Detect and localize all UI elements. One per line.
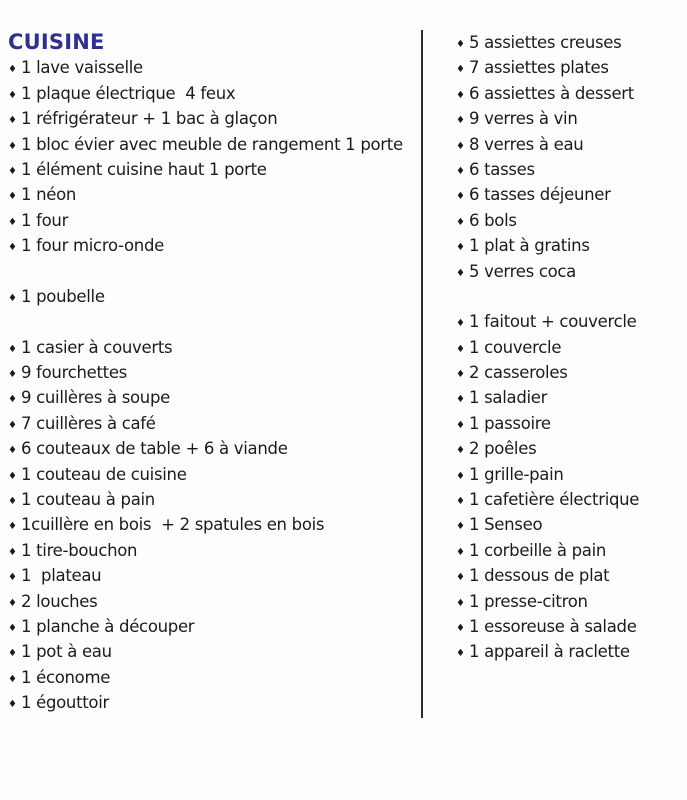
list-item [456,589,687,614]
list-item [456,385,687,410]
list-item [456,563,687,588]
diamond-bullet-icon: ♦ [456,572,465,584]
diamond-bullet-icon: ♦ [456,242,465,254]
list-item [8,208,421,233]
list-item-label: 6 couteaux de table + 6 à viande [20,439,288,459]
list-item [456,132,687,157]
diamond-bullet-icon: ♦ [456,546,465,558]
diamond-bullet-icon: ♦ [8,242,17,254]
diamond-bullet-icon: ♦ [456,115,465,127]
diamond-bullet-icon: ♦ [456,39,465,50]
diamond-bullet-icon: ♦ [456,394,465,406]
list-item [456,639,687,664]
list-item-label: 1 essoreuse à salade [468,616,637,636]
list-item [8,284,421,309]
diamond-bullet-icon: ♦ [8,140,17,152]
item-group [8,284,421,309]
list-item [8,132,421,157]
right-column-list [456,30,687,665]
list-item [8,106,421,131]
list-item [456,182,687,207]
diamond-bullet-icon: ♦ [8,572,17,584]
diamond-bullet-icon: ♦ [456,165,465,177]
diamond-bullet-icon: ♦ [8,115,17,127]
diamond-bullet-icon: ♦ [8,496,17,508]
diamond-bullet-icon: ♦ [456,445,465,457]
diamond-bullet-icon: ♦ [8,394,17,406]
list-item-label: 7 assiettes plates [468,58,609,78]
list-item [456,30,687,55]
list-item-label: 1 cafetière électrique [468,490,640,510]
list-item-label: 1 bloc évier avec meuble de rangement 1 porte [20,134,403,154]
list-item-label: 9 verres à vin [468,109,578,129]
diamond-bullet-icon: ♦ [8,419,17,431]
diamond-bullet-icon: ♦ [456,64,465,76]
list-item [456,55,687,80]
list-item-label: 1 pot à eau [20,642,112,662]
list-item-label: 1 grille-pain [468,464,564,484]
list-item-label: 1 planche à découper [20,616,195,636]
list-item-label: 1 égouttoir [20,693,109,713]
list-item-label: 1 plateau [20,566,102,586]
diamond-bullet-icon: ♦ [456,343,465,355]
diamond-bullet-icon: ♦ [8,216,17,228]
list-item [456,208,687,233]
list-item [456,259,687,284]
list-item [8,157,421,182]
diamond-bullet-icon: ♦ [456,191,465,203]
list-item-label: 9 fourchettes [20,363,127,383]
diamond-bullet-icon: ♦ [8,89,17,101]
list-item-label: 1 four micro-onde [20,236,164,256]
list-item [8,385,421,410]
diamond-bullet-icon: ♦ [8,470,17,482]
list-item-label: 9 cuillères à soupe [20,388,170,408]
diamond-bullet-icon: ♦ [8,673,17,685]
diamond-bullet-icon: ♦ [8,369,17,381]
diamond-bullet-icon: ♦ [456,470,465,482]
list-item-label: 8 verres à eau [468,134,584,154]
diamond-bullet-icon: ♦ [8,648,17,660]
list-item [8,360,421,385]
diamond-bullet-icon: ♦ [456,369,465,381]
list-item-label: 1 passoire [468,413,551,433]
diamond-bullet-icon: ♦ [456,496,465,508]
diamond-bullet-icon: ♦ [456,521,465,533]
list-item [456,233,687,258]
list-item-label: 7 cuillères à café [20,413,156,433]
list-item-label: 6 tasses déjeuner [468,185,611,205]
list-item-label: 1 lave vaisselle [20,58,143,78]
list-item-label: 1 appareil à raclette [468,642,630,662]
diamond-bullet-icon: ♦ [8,445,17,457]
list-item [456,614,687,639]
list-item [456,512,687,537]
list-item-label: 5 assiettes creuses [468,33,622,52]
page-title: CUISINE [8,30,105,54]
list-item [8,233,421,258]
list-item-label: 1 saladier [468,388,548,408]
list-item-label: 1 presse-citron [468,591,588,611]
diamond-bullet-icon: ♦ [456,648,465,660]
list-item [8,436,421,461]
list-item [8,335,421,360]
list-item [8,639,421,664]
item-group [8,55,421,258]
diamond-bullet-icon: ♦ [8,343,17,355]
list-item-label: 1cuillère en bois + 2 spatules en bois [20,515,325,535]
item-group [456,30,687,284]
list-item-label: 5 verres coca [468,261,576,281]
list-item [456,462,687,487]
list-item-label: 1 dessous de plat [468,566,610,586]
diamond-bullet-icon: ♦ [456,89,465,101]
diamond-bullet-icon: ♦ [8,292,17,304]
diamond-bullet-icon: ♦ [8,521,17,533]
list-item [8,614,421,639]
list-item [8,81,421,106]
list-item-label: 1 élément cuisine haut 1 porte [20,159,267,179]
list-item-label: 1 néon [20,185,77,205]
list-item [8,538,421,563]
diamond-bullet-icon: ♦ [456,216,465,228]
list-item [8,512,421,537]
list-item-label: 6 tasses [468,159,535,179]
list-item [456,411,687,436]
list-item [8,462,421,487]
list-item [8,589,421,614]
diamond-bullet-icon: ♦ [456,419,465,431]
diamond-bullet-icon: ♦ [456,267,465,279]
list-item-label: 1 plat à gratins [468,236,590,256]
diamond-bullet-icon: ♦ [8,622,17,634]
list-item [456,360,687,385]
diamond-bullet-icon: ♦ [456,597,465,609]
list-item-label: 2 poêles [468,439,537,459]
diamond-bullet-icon: ♦ [456,140,465,152]
list-item-label: 1 tire-bouchon [20,540,138,560]
diamond-bullet-icon: ♦ [8,699,17,711]
list-item-label: 1 couvercle [468,337,562,357]
diamond-bullet-icon: ♦ [8,64,17,76]
list-item-label: 1 four [20,210,69,230]
list-item-label: 1 casier à couverts [20,337,173,357]
list-item-label: 6 assiettes à dessert [468,83,634,103]
diamond-bullet-icon: ♦ [8,597,17,609]
diamond-bullet-icon: ♦ [456,318,465,330]
list-item-label: 2 casseroles [468,363,568,383]
list-item [456,106,687,131]
list-item-label: 1 couteau à pain [20,490,155,510]
item-group [8,335,421,716]
list-item-label: 1 réfrigérateur + 1 bac à glaçon [20,109,278,129]
list-item-label: 1 plaque électrique 4 feux [20,83,236,103]
list-item [456,436,687,461]
list-item [456,538,687,563]
list-item-label: 2 louches [20,591,98,611]
list-item [8,55,421,80]
list-item [8,411,421,436]
diamond-bullet-icon: ♦ [456,622,465,634]
list-item-label: 1 Senseo [468,515,543,535]
list-item [456,157,687,182]
list-item-label: 1 corbeille à pain [468,540,607,560]
list-item-label: 1 couteau de cuisine [20,464,187,484]
list-item-label: 1 économe [20,667,111,687]
list-item [8,563,421,588]
list-item-label: 1 poubelle [20,286,105,306]
item-group [456,309,687,664]
list-item [456,309,687,334]
left-column-list [8,55,421,715]
diamond-bullet-icon: ♦ [8,165,17,177]
list-item [456,487,687,512]
diamond-bullet-icon: ♦ [8,546,17,558]
list-item [456,335,687,360]
right-column [423,0,687,800]
list-item [456,81,687,106]
list-item [8,690,421,715]
list-item-label: 1 faitout + couvercle [468,312,637,332]
list-item [8,487,421,512]
list-item [8,665,421,690]
list-item-label: 6 bols [468,210,517,230]
list-item [8,182,421,207]
diamond-bullet-icon: ♦ [8,191,17,203]
